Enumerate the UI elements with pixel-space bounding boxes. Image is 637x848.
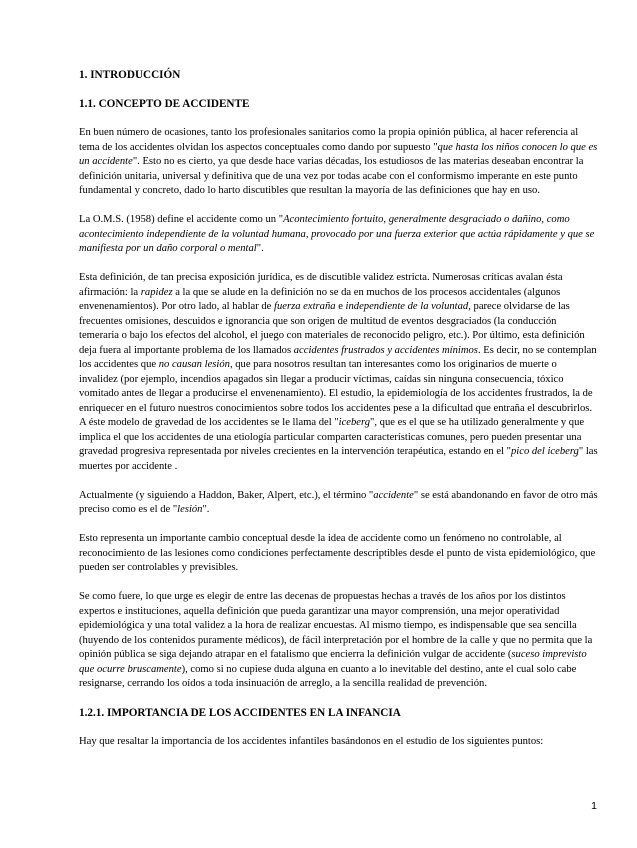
heading-introduccion: 1. INTRODUCCIÓN bbox=[79, 69, 181, 81]
paragraph-actualmente: Actualmente (y siguiendo a Haddon, Baker, Alpert, etc.), el término "accidente" se está abandonando en favor de otro más preciso como es el de "lesión". bbox=[79, 489, 598, 515]
document-body bbox=[79, 66, 598, 764]
paragraph-cambio-conceptual: Esto representa un importante cambio conceptual desde la idea de accidente como un fenómeno no controlable, al reconocimiento de las lesiones como condiciones perfectamente descriptibles desde el punto de vista epidemiológico, que pueden ser controlables y previsibles. bbox=[79, 533, 596, 573]
paragraph-critica: Esta definición, de tan precisa exposición jurídica, es de discutible validez estricta. Numerosas críticas avalan ésta afirmación: la rapidez a la que se alude en la definición no se da en muchos de los procesos accidentales (algunos envenenamientos). Por otro lado, al hablar de fuerza extraña e independiente de la voluntad, parece olvidarse de las frecuentes omisiones, descuidos e ignorancia que son origen de multitud de eventos desgraciados (la conducción temeraria o bajo los efectos del alcohol, el juego con materiales de reconocido peligro, etc.). Por último, esta definición deja fuera al importante problema de los llamados accidentes frustrados y accidentes mínimos. Es decir, no se contemplan los accidentes que no causan lesión, que para nosotros resultan tan interesantes como los originarios de muerte o invalidez (por ejemplo, incendios apagados sin llegar a producir víctimas, caídas sin ninguna consecuencia, tóxico vomitado antes de llegar a producirse el envenenamiento). El estudio, la epidemiología de los accidentes frustrados, la de enriquecer en el futuro nuestros conocimientos sobre todos los accidentes pese a la dificultad que entraña el descubrirlos. A éste modelo de gravedad de los accidentes se le llama del "iceberg", que es el que se ha utilizado generalmente y que implica el que los accidentes de una etiología particular comparten características comunes, pero pueden presentar una gravedad progresiva representada por niveles crecientes en la intervención terapéutica, estando en el "pico del iceberg" las muertes por accidente . bbox=[79, 272, 598, 472]
paragraph-oms-definition: La O.M.S. (1958) define el accidente como un "Acontecimiento fortuito, generalmente desgraciado o dañino, como acontecimiento independiente de la voluntad humana, provocado por una fuerza exterior que actúa rápidamente y que se manifiesta por un daño corporal o mental". bbox=[79, 214, 595, 254]
paragraph-1: En buen número de ocasiones, tanto los profesionales sanitarios como la propia opinión pública, al hacer referencia al tema de los accidentes olvidan los aspectos conceptuales como dando por supuesto "que hasta los niños conocen lo que es un accidente". Esto no es cierto, ya que desde hace varias décadas, los estudiosos de las materias deseaban encontrar la definición unitaria, universal y definitiva que de una vez por todas acabe con el conformismo imperante en este punto fundamental y concreto, dado lo harto discutibles que resultan la mayoría de las definiciones que hay en uso. bbox=[79, 127, 598, 196]
heading-importancia-infancia: 1.2.1. IMPORTANCIA DE LOS ACCIDENTES EN LA INFANCIA bbox=[79, 707, 401, 719]
heading-concepto-accidente: 1.1. CONCEPTO DE ACCIDENTE bbox=[79, 98, 250, 110]
paragraph-definicion-urgente: Se como fuere, lo que urge es elegir de entre las decenas de propuestas hechas a través de los años por los distintos expertos e instituciones, aquella definición que pueda garantizar una mayor comprensión, una mejor operatividad epidemiológica y una total validez a la hora de realizar encuestas. Al mismo tiempo, es indispensable que sea sencilla (huyendo de los contenidos puramente médicos), de fácil interpretación por el hombre de la calle y que no permita que la opinión pública se siga dejando atrapar en el fatalismo que encierra la definición vulgar de accidente (suceso imprevisto que ocurre bruscamente), como si no cupiese duda alguna en cuanto a lo inevitable del destino, ante el cual solo cabe resignarse, cerrando los oídos a toda insinuación de arreglo, a la sencilla realidad de prevención. bbox=[79, 591, 593, 689]
page-number: 1 bbox=[591, 800, 597, 812]
paragraph-puntos: Hay que resaltar la importancia de los accidentes infantiles basándonos en el estudio de los siguientes puntos: bbox=[79, 736, 544, 747]
